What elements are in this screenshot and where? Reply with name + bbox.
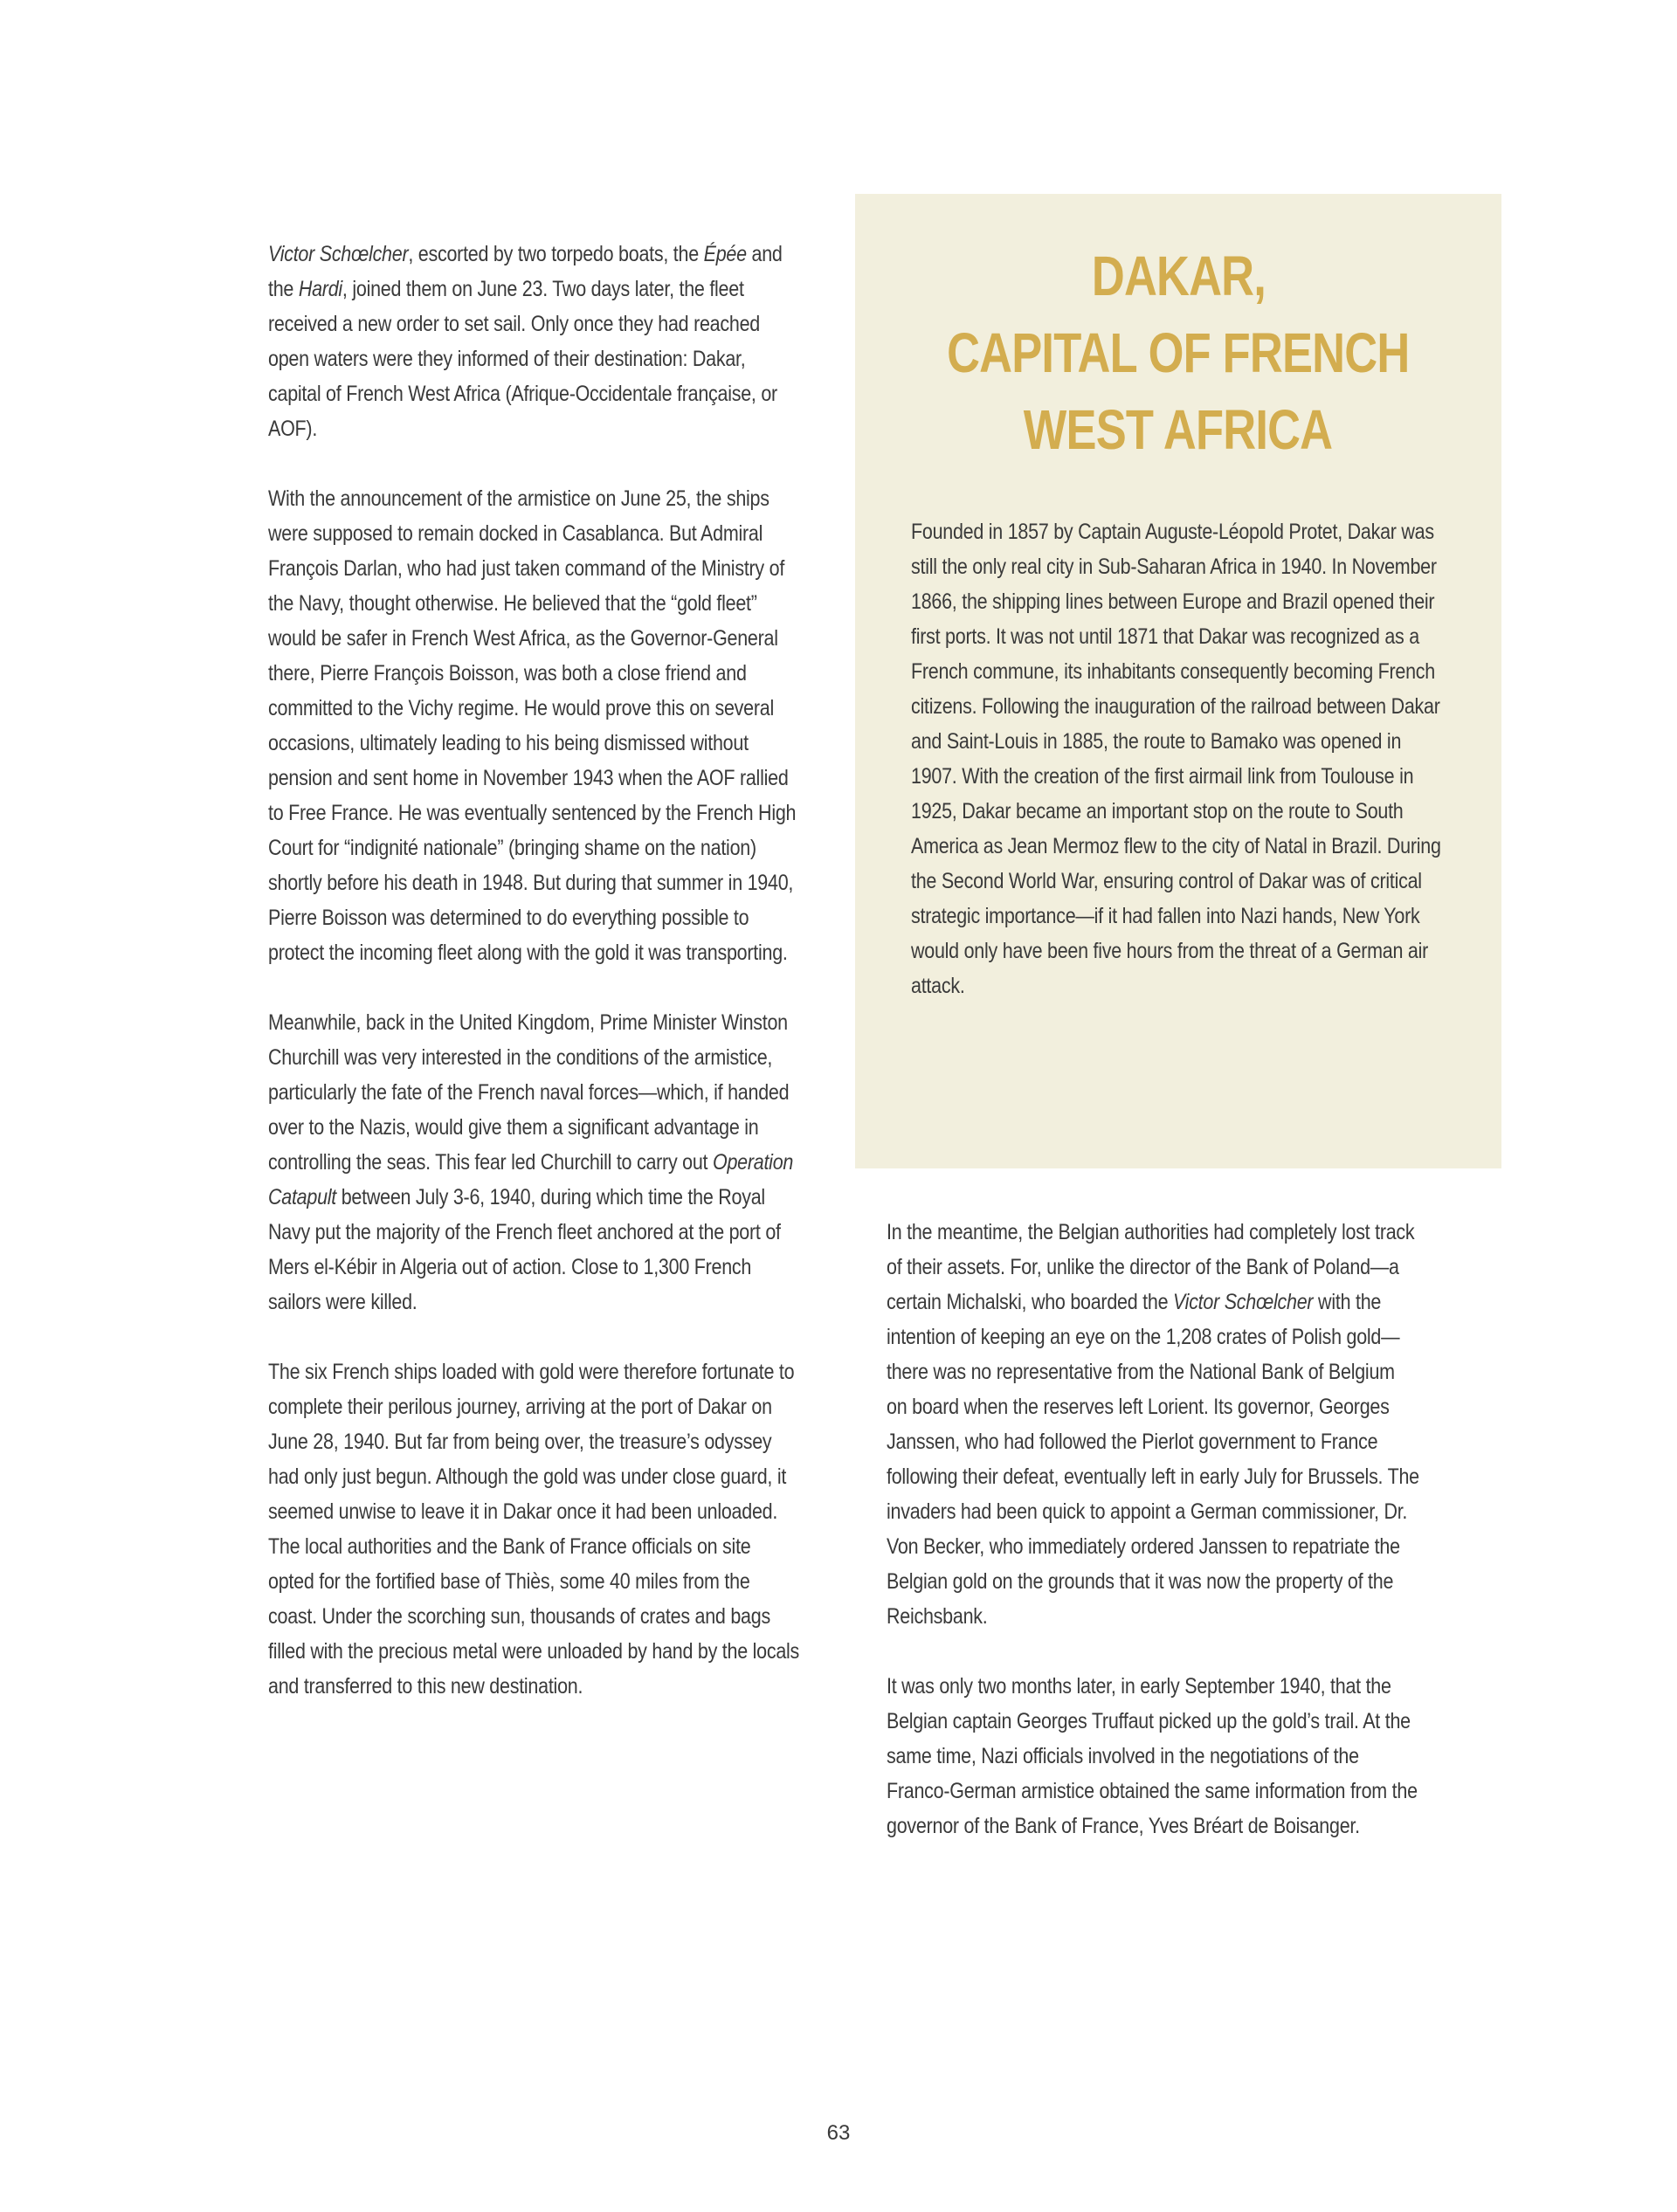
torpedo-boat-name: Épée: [703, 242, 747, 266]
sidebar-title-line-1: DAKAR,: [1091, 245, 1266, 307]
sidebar-paragraph: Founded in 1857 by Captain Auguste-Léopold Protet, Dakar was still the only real city in Sub-Saharan Africa in 1940. In November 1866, the shipping lines between Europe and Brazil opened their first ports. It was not until 1871 that Dakar was recognized as a French commune, its inhabitants consequently becoming French citizens. Following the inauguration of the railroad between Dakar and Saint-Louis in 1885, the route to Bamako was opened in 1907. With the creation of the first airmail link from Toulouse in 1925, Dakar became an important stop on the route to South America as Jean Mermoz flew to the city of Natal in Brazil. During the Second World War, ensuring control of Dakar was of critical strategic importance—if it had fallen into Nazi hands, New York would only have been five hours from the threat of a German air attack.: [911, 520, 1441, 998]
text-run: and the: [268, 242, 783, 301]
text-run: Meanwhile, back in the United Kingdom, Prime Minister Winston Churchill was very interested in the conditions of the armistice, particularly the fate of the French naval forces—which, if handed over to the Nazis, would give them a significant advantage in controlling the seas. This fear led Churchill to carry out: [268, 1010, 790, 1175]
left-paragraph-4: The six French ships loaded with gold were therefore fortunate to complete their perilous journey, arriving at the port of Dakar on June 28, 1940. But far from being over, the treasure’s odyssey had only just begun. Although the gold was under close guard, it seemed unwise to leave it in Dakar once it had been unloaded. The local authorities and the Bank of France officials on site opted for the fortified base of Thiès, some 40 miles from the coast. Under the scorching sun, thousands of crates and bags filled with the precious metal were unloaded by hand by the locals and transferred to this new destination.: [268, 1360, 800, 1699]
text-run: In the meantime, the Belgian authorities had completely lost track of their assets. For, unlike the director of the Bank of Poland—a certain Michalski, who boarded the: [887, 1220, 1415, 1314]
text-run: , joined them on June 23. Two days later, the fleet received a new order to set sail. Only once they had reached open waters were they informed of their destination: Dakar, capital of French West Africa (Afrique-Occidentale française, or AOF).: [268, 277, 777, 441]
operation-name-italic: Operation Catapult: [268, 1150, 794, 1209]
sidebar-body: [911, 514, 1531, 1003]
ship-name-italic: Victor Schœlcher: [268, 242, 409, 266]
right-paragraph-2: It was only two months later, in early September 1940, that the Belgian captain Georges Truffaut picked up the gold’s trail. At the same time, Nazi officials involved in the negotiations of the Franco-German armistice obtained the same information from the governor of the Bank of France, Yves Bréart de Boisanger.: [887, 1674, 1418, 1838]
left-paragraph-2: With the announcement of the armistice on June 25, the ships were supposed to remain docked in Casablanca. But Admiral François Darlan, who had just taken command of the Ministry of the Navy, thought otherwise. He believed that the “gold fleet” would be safer in French West Africa, as the Governor-General there, Pierre François Boisson, was both a close friend and committed to the Vichy regime. He would prove this on several occasions, ultimately leading to his being dismissed without pension and sent home in November 1943 when the AOF rallied to Free France. He was eventually sentenced by the French High Court for “indignité nationale” (bringing shame on the nation) shortly before his death in 1948. But during that summer in 1940, Pierre Boisson was determined to do everything possible to protect the incoming fleet along with the gold it was transporting.: [268, 486, 797, 965]
left-column: [268, 237, 888, 1704]
page-number: 63: [826, 2121, 851, 2145]
sidebar-title: [855, 238, 1501, 468]
text-run: , escorted by two torpedo boats, the: [408, 242, 704, 266]
text-run: between July 3-6, 1940, during which time the Royal Navy put the majority of the French fleet anchored at the port of Mers el-Kébir in Algeria out of action. Close to 1,300 French sailors were killed.: [268, 1185, 781, 1314]
sidebar-box: [855, 194, 1501, 1168]
text-run: with the intention of keeping an eye on the 1,208 crates of Polish gold—there was no representative from the National Bank of Belgium on board when the reserves left Lorient. Its governor, Georges Janssen, who had followed the Pierlot government to France following their defeat, eventually left in early July for Brussels. The invaders had been quick to appoint a German commissioner, Dr. Von Becker, who immediately ordered Janssen to repatriate the Belgian gold on the grounds that it was now the property of the Reichsbank.: [887, 1290, 1419, 1629]
sidebar-title-line-3: WEST AFRICA: [1024, 398, 1333, 461]
sidebar-title-line-2: CAPITAL OF FRENCH: [947, 321, 1410, 384]
right-column: [887, 1215, 1507, 1843]
left-paragraph-1: [268, 237, 802, 446]
left-paragraph-3: [268, 1005, 802, 1320]
torpedo-boat-name: Hardi: [298, 277, 342, 301]
ship-name-italic: Victor Schœlcher: [1172, 1290, 1314, 1314]
right-paragraph-1: [887, 1215, 1420, 1634]
